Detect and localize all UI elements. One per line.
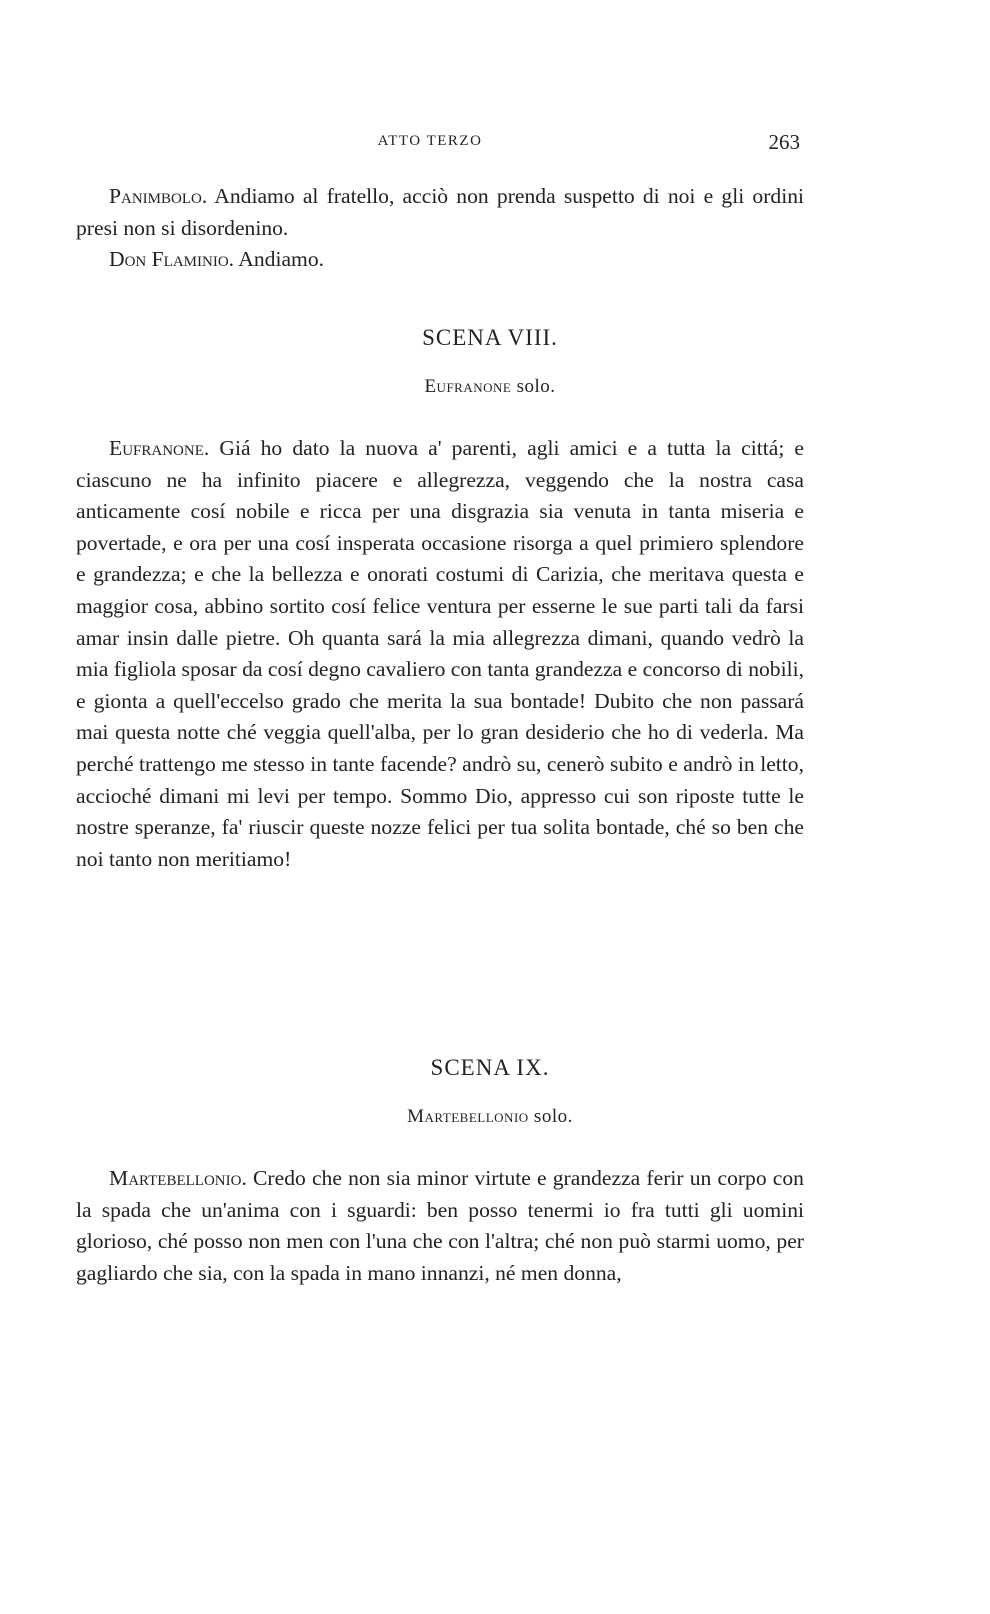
scene-character: Eufranone (424, 376, 512, 397)
speaker-name: Panimbolo. (109, 184, 208, 208)
scene-8-subtitle (70, 376, 910, 398)
scene-8-title: SCENA VIII. (422, 325, 558, 350)
speaker-name: Eufranone. (109, 436, 210, 460)
speech-text: Andiamo al fratello, acciò non prenda suspetto di noi e gli ordini presi non si disordenino. (76, 184, 804, 240)
scene-character: Martebellonio (407, 1106, 529, 1127)
speech-panimbolo (76, 181, 804, 244)
scene-note: solo. (533, 1106, 573, 1127)
speech-text: Andiamo. (238, 247, 325, 272)
speech-text: Giá ho dato la nuova a' parenti, agli amici e a tutta la cittá; e ciascuno ne ha infinito piacere e allegrezza, veggendo che la nostra casa anticamente cosí nobile e ricca per una disgrazia sia venuta in tanta miseria e povertade, e ora per una cosí insperata occasione risorga a quel primiero splendore e grandezza; e che la bellezza e onorati costumi di Carizia, che meritava questa e maggior cosa, abbino sortito cosí felice ventura per esserne le sue parti tali da farsi amar insin dalle pietre. Oh quanta sará la mia allegrezza dimani, quando vedrò la mia figliola sposar da cosí degno cavaliero con tanta grandezza e concorso di nobili, e gionta a quell'eccelso grado che merita la sua bontade! Dubito che non passará mai questa notte ché veggia quell'alba, per lo gran desiderio che ho di vederla. Ma perché trattengo me stesso in tante facende? andrò su, cenerò subito e andrò in letto, accioché dimani mi levi per tempo. Sommo Dio, appresso cui son riposte tutte le nostre speranze, fa' riuscir queste nozze felici per tua solita bontade, ché so ben che noi tanto non meritiamo! (76, 436, 804, 871)
speech-text: Credo che non sia minor virtute e grandezza ferir un corpo con la spada che un'anima con i sguardi: ben posso tenermi io fra tutti gli uomini glorioso, ché posso non men con l'una che con l'altra; ché non può starmi uomo, per gagliardo che sia, con la spada in mano innanzi, né men donna, (76, 1166, 804, 1285)
speech-don-flaminio (76, 244, 804, 276)
scene-9-title: SCENA IX. (430, 1055, 550, 1080)
speaker-name: Martebellonio. (109, 1166, 247, 1190)
opening-dialogue (76, 181, 804, 276)
speech-eufranone (76, 433, 804, 875)
scene-note: solo. (516, 376, 556, 397)
scene-8-speech (76, 433, 804, 875)
speech-martebellonio (76, 1163, 804, 1289)
scene-9-speech (76, 1163, 804, 1289)
page-number: 263 (768, 130, 800, 154)
speaker-name: Don Flaminio. (109, 247, 235, 272)
running-title: ATTO TERZO (377, 133, 483, 149)
scene-9-subtitle (70, 1106, 910, 1128)
